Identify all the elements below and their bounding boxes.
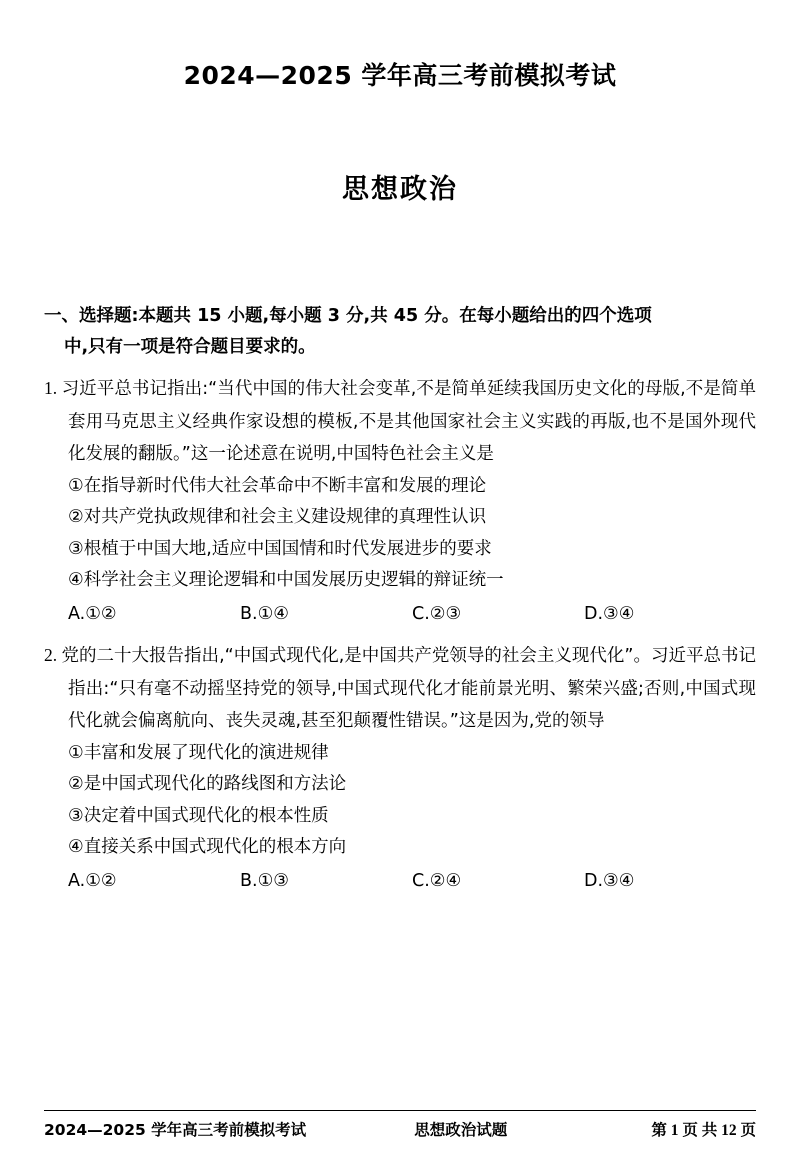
question-2-choices [44, 866, 756, 898]
footer-row [44, 1118, 756, 1140]
question-1-choice-c: C.②③ [412, 603, 462, 624]
question-2-option-1: ①丰富和发展了现代化的演进规律 [68, 742, 329, 763]
question-2-choice-d: D.③④ [584, 870, 635, 891]
question-1-option-3: ③根植于中国大地,适应中国国情和时代发展进步的要求 [68, 538, 492, 559]
section-instructions [44, 301, 756, 363]
question-1-choice-b: B.①④ [240, 603, 289, 624]
question-2-number: 2. [44, 645, 58, 665]
question-2-choice-b: B.①③ [240, 870, 289, 891]
footer-divider [44, 1110, 756, 1111]
question-1-choices [44, 599, 756, 631]
question-2 [44, 640, 756, 897]
exam-page [0, 56, 800, 1162]
question-1-option-2: ②对共产党执政规律和社会主义建设规律的真理性认识 [68, 507, 487, 527]
question-1-stem: 习近平总书记指出:“当代中国的伟大社会变革,不是简单延续我国历史文化的母版,不是简单套用马克思主义经典作家设想的模板,不是其他国家社会主义实践的再版,也不是国外现代化发展的翻版。”这一论述意在说明,中国特色社会主义是 [61, 379, 757, 464]
question-2-choice-a: A.①② [68, 870, 117, 891]
section-instructions-line1: 一、选择题:本题共 15 小题,每小题 3 分,共 45 分。在每小题给出的四个选项 [44, 306, 652, 326]
question-1-number: 1. [44, 378, 58, 398]
question-2-option-4: ④直接关系中国式现代化的根本方向 [68, 837, 347, 857]
page-title: 2024—2025 学年高三考前模拟考试 [183, 61, 617, 90]
question-2-stem: 党的二十大报告指出,“中国式现代化,是中国共产党领导的社会主义现代化”。习近平总书记指出:“只有毫不动摇坚持党的领导,中国式现代化才能前景光明、繁荣兴盛;否则,中国式现代化就会偏离航向、丧失灵魂,甚至犯颠覆性错误。”这是因为,党的领导 [61, 646, 756, 731]
question-2-choice-c: C.②④ [412, 870, 462, 891]
question-1-option-1: ①在指导新时代伟大社会革命中不断丰富和发展的理论 [68, 475, 487, 496]
question-2-option-2: ②是中国式现代化的路线图和方法论 [68, 774, 347, 794]
section-instructions-line2: 中,只有一项是符合题目要求的。 [64, 337, 316, 357]
question-1-option-4: ④科学社会主义理论逻辑和中国发展历史逻辑的辩证统一 [68, 570, 504, 590]
question-1-choice-a: A.①② [68, 603, 117, 624]
subject-title: 思想政治 [342, 174, 458, 205]
question-2-option-3: ③决定着中国式现代化的根本性质 [68, 805, 329, 826]
question-1-body [44, 373, 756, 471]
footer-page-number: 第 1 页 共 12 页 [651, 1122, 756, 1139]
footer-subject: 思想政治试题 [414, 1121, 508, 1139]
page-footer [44, 1110, 756, 1140]
question-1 [44, 373, 756, 630]
footer-exam-name: 2024—2025 学年高三考前模拟考试 [44, 1121, 307, 1139]
question-2-body [44, 640, 756, 738]
question-1-choice-d: D.③④ [584, 603, 635, 624]
